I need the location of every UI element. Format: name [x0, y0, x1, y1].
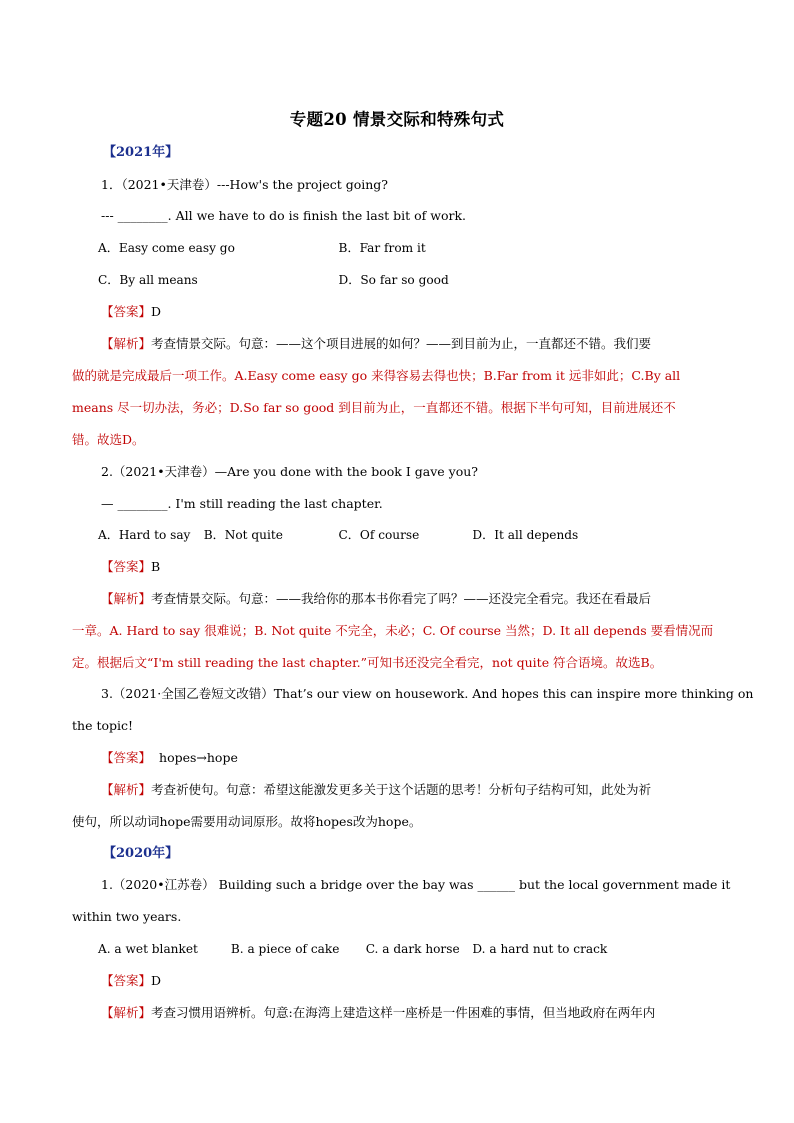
question-2020-1-analysis-line-1	[101, 1005, 655, 1021]
question-2020-1-stem-line-2: within two years.	[72, 909, 182, 924]
analysis-label: 【解析】	[101, 336, 152, 351]
question-1-analysis-line-4: 错。故选D。	[72, 432, 145, 447]
question-2-option-a: A．Hard to say	[97, 527, 191, 542]
question-3-analysis-line-1	[101, 782, 651, 798]
question-2-analysis-line-3: 定。根据后文“I'm still reading the last chapter.”可知书还没完全看完，not quite 符合语境。故选B。	[72, 655, 663, 670]
section-heading-2020: 【2020年】	[103, 846, 179, 861]
answer-value: B	[151, 559, 161, 574]
question-1-option-a: A．Easy come easy go	[97, 240, 235, 255]
question-2-stem: 2.（2021•天津卷）—Are you done with the book I gave you?	[101, 464, 478, 479]
question-2020-1-answer	[101, 973, 161, 989]
section-heading-2021: 【2021年】	[103, 145, 179, 160]
answer-value: hopes→hope	[159, 750, 238, 765]
answer-label: 【答案】	[101, 559, 152, 574]
question-2020-1-option-c: C. a dark horse	[365, 941, 460, 956]
answer-label: 【答案】	[101, 304, 152, 319]
question-1-stem: 1．（2021•天津卷）---How's the project going?	[101, 177, 389, 192]
answer-value: D	[151, 304, 162, 319]
analysis-label: 【解析】	[101, 1005, 152, 1020]
question-1-analysis-line-2: 做的就是完成最后一项工作。A.Easy come easy go 来得容易去得也快；B.Far from it 远非如此；C.By all	[72, 368, 681, 383]
question-3-stem-line-1: 3.（2021·全国乙卷短文改错）That’s our view on housework. And hopes this can inspire more thinking on	[101, 686, 754, 701]
analysis-text: 考查情景交际。句意：——我给你的那本书你看完了吗？——还没完全看完。我还在看最后	[151, 591, 652, 606]
analysis-label: 【解析】	[101, 782, 152, 797]
question-2020-1-option-d: D. a hard nut to crack	[472, 941, 608, 956]
question-1-option-b: B．Far from it	[338, 240, 426, 255]
question-2-option-d: D．It all depends	[472, 527, 579, 542]
question-2020-1-option-a: A. a wet blanket	[97, 941, 198, 956]
analysis-text: 考查祈使句。句意：希望这能激发更多关于这个话题的思考！分析句子结构可知，此处为祈	[151, 782, 652, 797]
question-2020-1-option-b: B. a piece of cake	[230, 941, 340, 956]
question-1-option-d: D．So far so good	[338, 272, 449, 287]
question-1-answer	[101, 304, 161, 320]
question-2-analysis-line-2: 一章。A. Hard to say 很难说；B. Not quite 不完全，未必；C. Of course 当然；D. It all depends 要看情况而	[72, 623, 714, 638]
analysis-text: 考查情景交际。句意：——这个项目进展的如何？——到目前为止，一直都还不错。我们要	[151, 336, 652, 351]
question-2-option-c: C．Of course	[338, 527, 420, 542]
question-1-reply: --- ________. All we have to do is finish the last bit of work.	[101, 208, 467, 223]
question-3-answer	[101, 750, 238, 766]
answer-value: D	[151, 973, 162, 988]
page-title: 专题20 情景交际和特殊句式	[289, 110, 505, 129]
analysis-label: 【解析】	[101, 591, 152, 606]
question-3-analysis-line-2: 使句，所以动词hope需要用动词原形。故将hopes改为hope。	[72, 814, 422, 829]
question-1-analysis-line-1	[101, 336, 651, 352]
question-2-answer	[101, 559, 160, 575]
question-2-option-b: B．Not quite	[203, 527, 283, 542]
question-1-analysis-line-3: means 尽一切办法，务必；D.So far so good 到目前为止，一直都还不错。根据下半句可知，目前进展还不	[72, 400, 676, 415]
question-2-analysis-line-1	[101, 591, 651, 607]
analysis-text: 考查习惯用语辨析。句意:在海湾上建造这样一座桥是一件困难的事情，但当地政府在两年内	[151, 1005, 656, 1020]
question-3-stem-line-2: the topic!	[72, 718, 134, 733]
question-2-reply: — ________. I'm still reading the last chapter.	[101, 496, 383, 511]
question-1-option-c: C．By all means	[97, 272, 198, 287]
answer-label: 【答案】	[101, 750, 152, 765]
question-2020-1-stem-line-1: 1.（2020•江苏卷） Building such a bridge over the bay was ______ but the local government made it	[101, 877, 731, 892]
answer-label: 【答案】	[101, 973, 152, 988]
